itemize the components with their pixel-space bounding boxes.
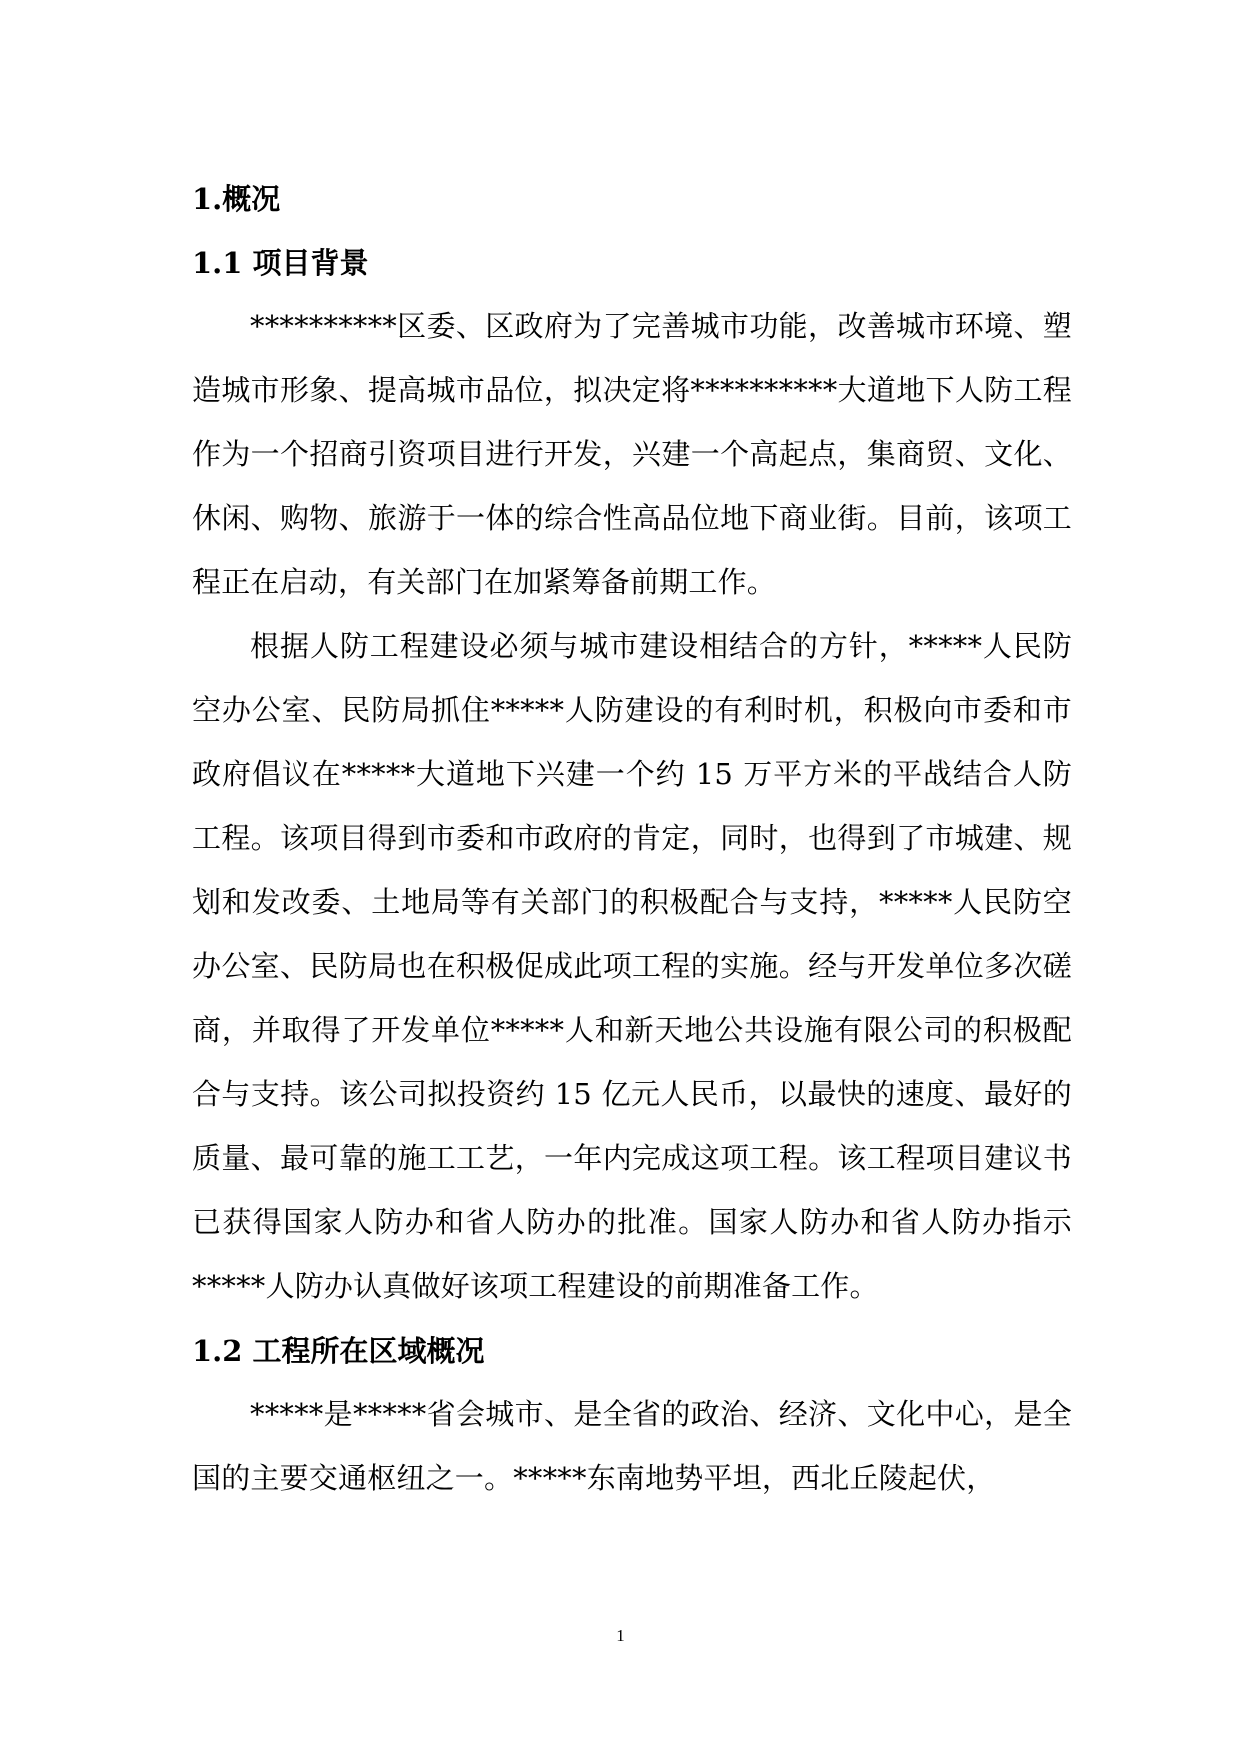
chapter-heading: 1.概况 <box>192 182 281 216</box>
section-heading-project-area: 1.2 工程所在区域概况 <box>192 1334 485 1368</box>
paragraph: **********区委、区政府为了完善城市功能，改善城市环境、塑造城市形象、提高城市品位，拟决定将**********大道地下人防工程作为一个招商引资项目进行开发，兴建一个高起点，集商贸、文化、休闲、购物、旅游于一体的综合性高品位地下商业街。目前，该项工程正在启动，有关部门在加紧筹备前期工作。 <box>192 309 1072 599</box>
paragraph: *****是*****省会城市、是全省的政治、经济、文化中心，是全国的主要交通枢纽之一。*****东南地势平坦，西北丘陵起伏， <box>192 1397 1072 1495</box>
section-heading-project-background: 1.1 项目背景 <box>192 246 369 280</box>
document-body <box>192 168 1072 1510</box>
page-number: 1 <box>616 1626 625 1645</box>
paragraph: 根据人防工程建设必须与城市建设相结合的方针，*****人民防空办公室、民防局抓住*****人防建设的有利时机，积极向市委和市政府倡议在*****大道地下兴建一个约 15 万平方米的平战结合人防工程。该项目得到市委和市政府的肯定，同时，也得到了市城建、规划和发改委、土地局等有关部门的积极配合与支持，*****人民防空办公室、民防局也在积极促成此项工程的实施。经与开发单位多次磋商，并取得了开发单位*****人和新天地公共设施有限公司的积极配合与支持。该公司拟投资约 15 亿元人民币，以最快的速度、最好的质量、最可靠的施工工艺，一年内完成这项工程。该工程项目建议书已获得国家人防办和省人防办的批准。国家人防办和省人防办指示*****人防办认真做好该项工程建设的前期准备工作。 <box>192 629 1072 1303</box>
